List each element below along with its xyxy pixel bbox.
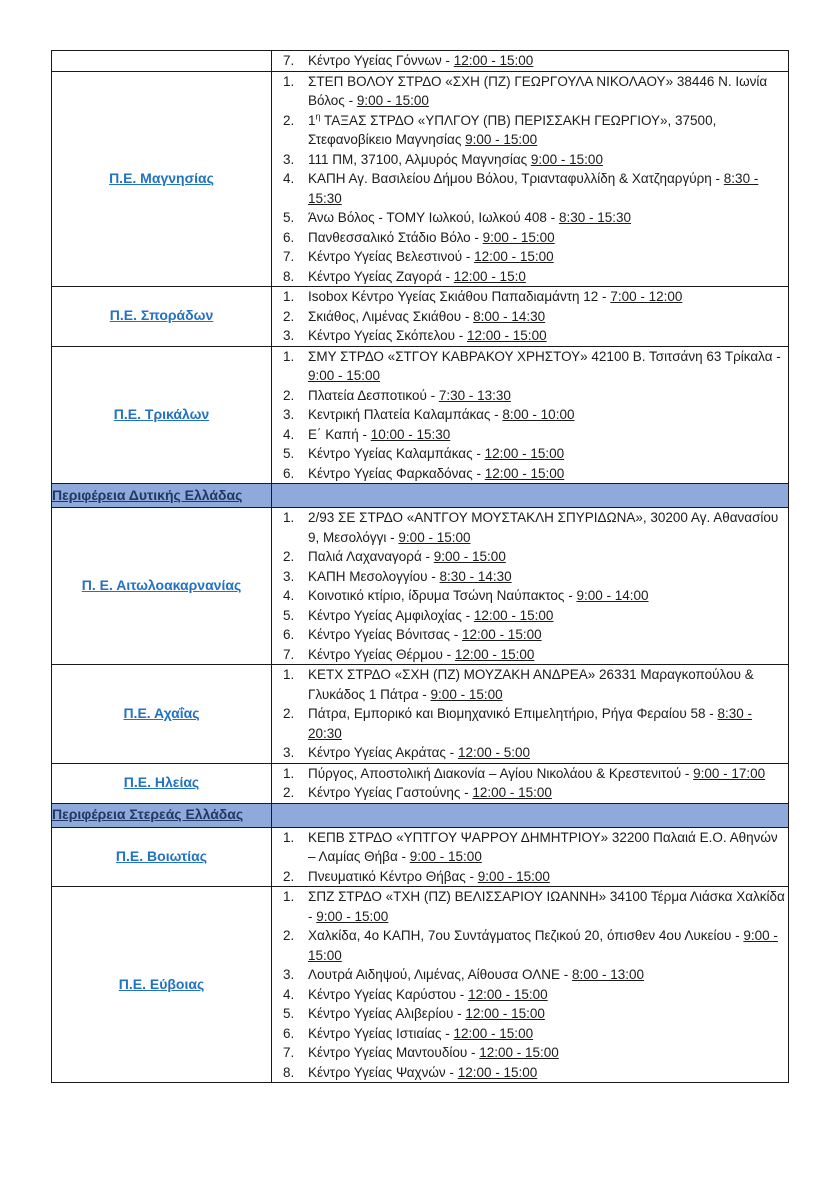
list-item — [272, 111, 788, 150]
item-time: 12:00 - 15:00 — [465, 1006, 545, 1021]
list-item — [272, 887, 788, 926]
list-item — [272, 267, 788, 287]
region-row — [52, 346, 789, 484]
item-number: 2. — [283, 308, 295, 324]
item-text: Κεντρική Πλατεία Καλαμπάκας - 8:00 - 10:00 — [308, 407, 575, 422]
list-item — [272, 547, 788, 567]
list-item — [272, 926, 788, 965]
item-text: Κέντρο Υγείας Αλιβερίου - 12:00 - 15:00 — [308, 1006, 545, 1021]
region-name-cell — [52, 346, 272, 484]
item-text: ΚΕΠΒ ΣΤΡΔΟ «ΥΠΤΓΟΥ ΨΑΡΡΟΥ ΔΗΜΗΤΡΙΟΥ» 32200 Παλαιά Ε.Ο. Αθηνών – Λαμίας Θήβα - 9:00 - 15:00 — [308, 829, 778, 864]
item-text: Ε΄ Καπή - 10:00 - 15:30 — [308, 426, 451, 442]
item-time: 12:00 - 15:00 — [454, 646, 535, 662]
item-time: 12:00 - 15:00 — [453, 1025, 534, 1041]
item-text: Κέντρο Υγείας Αμφιλοχίας - 12:00 - 15:00 — [308, 607, 554, 623]
region-label-link[interactable]: Π.Ε. Τρικάλων — [113, 405, 210, 422]
list-item — [272, 150, 788, 170]
item-time: 8:30 - 14:30 — [439, 568, 512, 584]
item-text: Κέντρο Υγείας Μαντουδίου - 12:00 - 15:00 — [308, 1045, 559, 1060]
item-number: 3. — [283, 967, 295, 982]
list-item — [272, 1063, 788, 1083]
item-time: 12:00 - 15:00 — [472, 785, 552, 800]
item-time: 9:00 - 15:00 — [477, 868, 550, 884]
item-time: 8:00 - 13:00 — [571, 967, 645, 982]
item-number: 3. — [283, 568, 295, 584]
item-number: 1. — [283, 889, 295, 904]
item-text: Πνευματικό Κέντρο Θήβας - 9:00 - 15:00 — [308, 868, 550, 884]
list-item — [272, 307, 788, 327]
region-name-cell — [52, 827, 272, 887]
item-time: 9:00 - 15:00 — [530, 151, 603, 167]
item-text: Σκιάθος, Λιμένας Σκιάθου - 8:00 - 14:30 — [308, 308, 546, 324]
item-number: 2. — [283, 112, 295, 128]
item-text: ΚΑΠΗ Αγ. Βασιλείου Δήμου Βόλου, Τριανταφυλλίδη & Χατζηαργύρη - 8:30 - 15:30 — [308, 171, 759, 206]
list-item — [272, 1024, 788, 1044]
item-number: 1. — [283, 829, 295, 845]
item-number: 6. — [283, 1025, 295, 1041]
item-text: Κέντρο Υγείας Ιστιαίας - 12:00 - 15:00 — [308, 1025, 534, 1041]
list-item — [272, 867, 788, 887]
item-number: 6. — [283, 465, 295, 481]
vaccination-locations-table — [51, 50, 789, 1083]
item-time: 8:30 - 20:30 — [308, 706, 753, 741]
list-item — [272, 51, 788, 71]
item-number: 7. — [283, 53, 295, 68]
region-label-link[interactable]: Π.Ε. Ηλείας — [123, 774, 200, 790]
item-text: Isobox Κέντρο Υγείας Σκιάθου Παπαδιαμάντη 12 - 7:00 - 12:00 — [308, 289, 683, 304]
item-time: 12:00 - 15:0 — [453, 268, 526, 284]
item-number: 6. — [283, 229, 295, 245]
item-time: 12:00 - 15:00 — [479, 1045, 559, 1060]
ordinal-superscript: η — [315, 111, 321, 121]
item-number: 1. — [283, 510, 295, 525]
item-text: Κέντρο Υγείας Καρύστου - 12:00 - 15:00 — [308, 986, 548, 1002]
item-text: Κέντρο Υγείας Βελεστινού - 12:00 - 15:00 — [308, 249, 554, 264]
item-time: 9:00 - 15:00 — [356, 93, 429, 108]
locations-cell — [272, 887, 789, 1083]
item-text: Παλιά Λαχαναγορά - 9:00 - 15:00 — [308, 549, 506, 564]
region-header-label: Περιφέρεια Στερεάς Ελλάδας — [52, 806, 244, 822]
item-text: Λουτρά Αιδηψού, Λιμένας, Αίθουσα ΟΛΝΕ - 8:00 - 13:00 — [308, 967, 645, 982]
item-text: ΣΤΕΠ ΒΟΛΟΥ ΣΤΡΔΟ «ΣΧΗ (ΠΖ) ΓΕΩΡΓΟΥΛΑ ΝΙΚΟΛΑΟΥ» 38446 Ν. Ιωνία Βόλος - 9:00 - 15:00 — [308, 73, 768, 108]
region-label-link[interactable]: Π.Ε. Εύβοιας — [118, 975, 205, 992]
item-number: 7. — [283, 249, 295, 264]
item-number: 2. — [283, 868, 295, 884]
item-number: 7. — [283, 1045, 295, 1060]
region-label-link[interactable]: Π. Ε. Αιτωλοακαρνανίας — [81, 577, 242, 593]
item-time: 12:00 - 15:00 — [474, 249, 554, 264]
item-time: 9:00 - 15:00 — [465, 132, 538, 147]
region-row — [52, 887, 789, 1083]
item-text: ΣΠΖ ΣΤΡΔΟ «ΤΧΗ (ΠΖ) ΒΕΛΙΣΣΑΡΙΟΥ ΙΩΑΝΝΗ» 34100 Τέρμα Λιάσκα Χαλκίδα - 9:00 - 15:00 — [308, 889, 785, 924]
item-text: Κέντρο Υγείας Γόννων - 12:00 - 15:00 — [308, 53, 534, 68]
item-time: 9:00 - 15:00 — [433, 549, 506, 564]
item-number: 1. — [283, 667, 295, 682]
item-text: Κέντρο Υγείας Ακράτας - 12:00 - 5:00 — [308, 745, 530, 760]
item-time: 12:00 - 15:00 — [468, 986, 548, 1002]
item-text: Κέντρο Υγείας Ψαχνών - 12:00 - 15:00 — [308, 1064, 538, 1080]
item-number: 1. — [283, 73, 295, 89]
item-number: 7. — [283, 646, 295, 662]
region-header-cell — [52, 803, 272, 827]
locations-cell — [272, 51, 789, 72]
locations-cell — [272, 71, 789, 287]
item-number: 4. — [283, 426, 295, 442]
item-number: 1. — [283, 765, 295, 781]
item-time: 8:00 - 10:00 — [502, 407, 575, 422]
region-header-cell — [52, 484, 272, 508]
region-header-spacer — [272, 484, 789, 508]
list-item — [272, 425, 788, 445]
region-row — [52, 827, 789, 887]
list-item — [272, 783, 788, 803]
item-number: 3. — [283, 407, 295, 422]
list-item — [272, 326, 788, 346]
list-item — [272, 72, 788, 111]
item-time: 12:00 - 15:00 — [484, 446, 565, 461]
list-item — [272, 567, 788, 587]
item-number: 1. — [283, 348, 295, 364]
region-label-link[interactable]: Π.Ε. Αχαΐας — [123, 704, 200, 721]
item-text: Κέντρο Υγείας Γαστούνης - 12:00 - 15:00 — [308, 785, 552, 800]
locations-cell — [272, 827, 789, 887]
item-time: 12:00 - 15:00 — [457, 1064, 538, 1080]
item-text: Χαλκίδα, 4ο ΚΑΠΗ, 7ου Συντάγματος Πεζικού 20, όπισθεν 4ου Λυκείου - 9:00 - 15:00 — [308, 928, 778, 963]
item-text: Κέντρο Υγείας Ζαγορά - 12:00 - 15:0 — [308, 268, 526, 284]
region-name-cell — [52, 763, 272, 803]
region-name-cell — [52, 887, 272, 1083]
item-text: ΣΜΥ ΣΤΡΔΟ «ΣΤΓΟΥ ΚΑΒΡΑΚΟΥ ΧΡΗΣΤΟΥ» 42100 Β. Τσιτσάνη 63 Τρίκαλα - 9:00 - 15:00 — [308, 348, 781, 383]
list-item — [272, 228, 788, 248]
item-time: 12:00 - 15:00 — [484, 465, 565, 481]
item-number: 2. — [283, 706, 295, 721]
region-header-row — [52, 484, 789, 508]
region-header-row — [52, 803, 789, 827]
item-text: ΚΑΠΗ Μεσολογγίου - 8:30 - 14:30 — [308, 568, 512, 584]
item-number: 8. — [283, 1064, 295, 1080]
locations-cell — [272, 346, 789, 484]
item-time: 9:00 - 15:00 — [316, 908, 389, 924]
list-item — [272, 1004, 788, 1024]
item-number: 3. — [283, 151, 295, 167]
item-text: Κέντρο Υγείας Θέρμου - 12:00 - 15:00 — [308, 646, 535, 662]
item-text: Κέντρο Υγείας Φαρκαδόνας - 12:00 - 15:00 — [308, 465, 565, 481]
locations-cell — [272, 665, 789, 764]
region-name-cell — [52, 665, 272, 764]
list-item — [272, 743, 788, 763]
list-item — [272, 347, 788, 386]
item-time: 8:30 - 15:30 — [308, 171, 759, 206]
item-time: 12:00 - 15:00 — [453, 53, 534, 68]
item-number: 3. — [283, 745, 295, 760]
item-time: 8:00 - 14:30 — [473, 308, 546, 324]
locations-cell — [272, 763, 789, 803]
list-item — [272, 405, 788, 425]
item-time: 9:00 - 15:00 — [409, 849, 482, 864]
region-name-cell — [52, 71, 272, 287]
list-item — [272, 1043, 788, 1063]
item-number: 5. — [283, 210, 295, 225]
region-label-link[interactable]: Π.Ε. Βοιωτίας — [115, 847, 208, 864]
region-name-cell — [52, 51, 272, 72]
item-number: 4. — [283, 171, 295, 186]
item-number: 5. — [283, 607, 295, 623]
item-number: 2. — [283, 549, 295, 564]
item-text: Κέντρο Υγείας Σκόπελου - 12:00 - 15:00 — [308, 328, 547, 343]
item-time: 12:00 - 15:00 — [473, 607, 554, 623]
list-item — [272, 464, 788, 484]
region-name-cell — [52, 508, 272, 665]
item-text: Κέντρο Υγείας Καλαμπάκας - 12:00 - 15:00 — [308, 446, 565, 461]
region-row — [52, 508, 789, 665]
region-label-link[interactable]: Π.Ε. Σποράδων — [109, 307, 214, 324]
list-item — [272, 606, 788, 626]
region-header-label: Περιφέρεια Δυτικής Ελλάδας — [52, 486, 243, 503]
item-text: Πάτρα, Εμπορικό και Βιομηχανικό Επιμελητήριο, Ρήγα Φεραίου 58 - 8:30 - 20:30 — [308, 706, 753, 741]
item-number: 1. — [283, 289, 295, 304]
item-number: 3. — [283, 328, 295, 343]
list-item — [272, 208, 788, 228]
item-number: 2. — [283, 928, 295, 943]
list-item — [272, 386, 788, 406]
item-number: 4. — [283, 588, 295, 603]
item-time: 9:00 - 14:00 — [576, 588, 649, 603]
list-item — [272, 665, 788, 704]
region-row — [52, 665, 789, 764]
item-text: ΚΕΤΧ ΣΤΡΔΟ «ΣΧΗ (ΠΖ) ΜΟΥΖΑΚΗ ΑΝΔΡΕΑ» 26331 Μαραγκοπούλου & Γλυκάδος 1 Πάτρα - 9:00 - 15:00 — [308, 667, 754, 702]
list-item — [272, 985, 788, 1005]
list-item — [272, 764, 788, 784]
item-text: Πλατεία Δεσποτικού - 7:30 - 13:30 — [308, 387, 511, 403]
list-item — [272, 444, 788, 464]
list-item — [272, 287, 788, 307]
region-row — [52, 71, 789, 287]
region-name-cell — [52, 287, 272, 347]
item-number: 6. — [283, 627, 295, 642]
item-time: 9:00 - 15:00 — [430, 686, 503, 702]
item-time: 8:30 - 15:30 — [558, 210, 631, 225]
item-text: Πύργος, Αποστολική Διακονία – Αγίου Νικολάου & Κρεστενιτού - 9:00 - 17:00 — [308, 765, 766, 781]
item-text: $1^\eta$ ΤΑΞΑΣ ΣΤΡΔΟ «ΥΠΛΓΟΥ (ΠΒ) ΠΕΡΙΣΣΑΚΗ ΓΕΩΡΓΙΟΥ», 37500, Στεφανοβίκειο Μαγνησίας 9:00 - 15:00 — [308, 111, 717, 147]
item-number: 8. — [283, 268, 295, 284]
region-row — [52, 763, 789, 803]
item-time: 9:00 - 17:00 — [693, 765, 766, 781]
item-text: Άνω Βόλος - ΤΟΜΥ Ιωλκού, Ιωλκού 408 - 8:30 - 15:30 — [308, 210, 631, 225]
item-time: 12:00 - 15:00 — [462, 627, 542, 642]
item-text: Πανθεσσαλικό Στάδιο Βόλο - 9:00 - 15:00 — [308, 229, 555, 245]
item-number: 2. — [283, 785, 295, 800]
item-number: 4. — [283, 986, 295, 1002]
list-item — [272, 169, 788, 208]
item-time: 7:00 - 12:00 — [610, 289, 683, 304]
item-time: 9:00 - 15:00 — [482, 229, 555, 245]
region-header-spacer — [272, 803, 789, 827]
item-time: 12:00 - 5:00 — [457, 745, 530, 760]
item-time: 9:00 - 15:00 — [308, 928, 778, 963]
item-time: 9:00 - 15:00 — [308, 368, 381, 383]
region-row — [52, 51, 789, 72]
table-body — [52, 51, 789, 1083]
item-number: 5. — [283, 446, 295, 461]
item-time: 10:00 - 15:30 — [370, 426, 451, 442]
list-item — [272, 508, 788, 547]
item-text: Κοινοτικό κτίριο, ίδρυμα Τσώνη Ναύπακτος - 9:00 - 14:00 — [308, 588, 649, 603]
item-number: 5. — [283, 1006, 295, 1021]
item-text: 111 ΠΜ, 37100, Αλμυρός Μαγνησίας 9:00 - 15:00 — [308, 151, 603, 167]
list-item — [272, 586, 788, 606]
item-time: 9:00 - 15:00 — [398, 529, 471, 545]
item-number: 2. — [283, 387, 295, 403]
locations-cell — [272, 508, 789, 665]
list-item — [272, 828, 788, 867]
list-item — [272, 625, 788, 645]
item-text: Κέντρο Υγείας Βόνιτσας - 12:00 - 15:00 — [308, 627, 542, 642]
item-time: 12:00 - 15:00 — [467, 328, 547, 343]
list-item — [272, 247, 788, 267]
list-item — [272, 965, 788, 985]
region-label-link[interactable]: Π.Ε. Μαγνησίας — [109, 169, 214, 186]
list-item — [272, 704, 788, 743]
item-time: 7:30 - 13:30 — [438, 387, 511, 403]
region-row — [52, 287, 789, 347]
item-text: 2/93 ΣΕ ΣΤΡΔΟ «ΑΝΤΓΟΥ ΜΟΥΣΤΑΚΛΗ ΣΠΥΡΙΔΩΝΑ», 30200 Αγ. Αθανασίου 9, Μεσολόγγι - 9:00 - 15:00 — [308, 510, 779, 545]
list-item — [272, 645, 788, 665]
locations-cell — [272, 287, 789, 347]
